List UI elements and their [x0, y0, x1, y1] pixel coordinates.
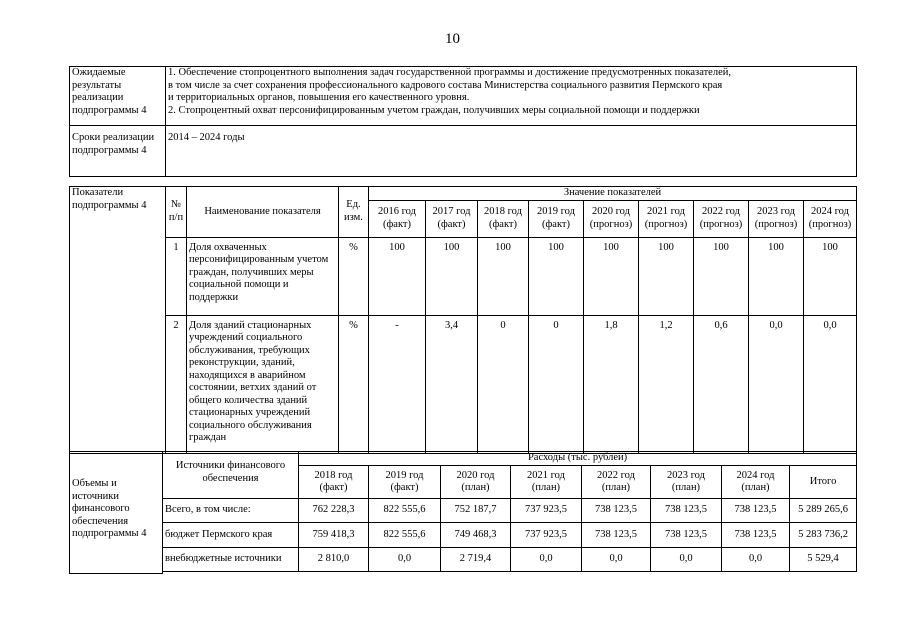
- expected-results-line: 2. Стопроцентный охват персонифицированным учетом граждан, получивших меры социальной помощи и поддержки: [168, 104, 700, 116]
- year-header: 2022 год (план): [582, 466, 651, 499]
- expenses-header: Расходы (тыс. рублей): [299, 452, 857, 466]
- row-value: 738 123,5: [651, 523, 722, 548]
- table-row: [70, 499, 857, 523]
- year-header: 2017 год (факт): [426, 200, 478, 237]
- row-value: 1,2: [639, 315, 694, 453]
- year-header: 2024 год (прогноз): [804, 200, 857, 237]
- row-num: 1: [166, 237, 187, 315]
- row-source: внебюджетные источники: [163, 548, 299, 572]
- row-value: 0,6: [694, 315, 749, 453]
- row-value: 3,4: [426, 315, 478, 453]
- values-header: Значение показателей: [369, 187, 857, 201]
- row-value: 100: [529, 237, 584, 315]
- table-row: [70, 315, 857, 453]
- year-header: 2018 год (факт): [478, 200, 529, 237]
- page-number: 10: [445, 31, 460, 47]
- finance-table: [69, 451, 857, 574]
- row-value: 738 123,5: [582, 499, 651, 523]
- year-header: 2024 год (план): [722, 466, 790, 499]
- row-value: 0: [529, 315, 584, 453]
- year-header: 2021 год (прогноз): [639, 200, 694, 237]
- row-unit: %: [339, 315, 369, 453]
- row-value: 737 923,5: [511, 523, 582, 548]
- row-value: 749 468,3: [441, 523, 511, 548]
- row-value: 738 123,5: [722, 523, 790, 548]
- year-header: 2016 год (факт): [369, 200, 426, 237]
- spacer: [163, 572, 857, 574]
- row-value: 0,0: [511, 548, 582, 572]
- row-value: 100: [478, 237, 529, 315]
- row-value: 100: [584, 237, 639, 315]
- row-name: Доля зданий стационарных учреждений социального обслуживания, требующих реконструкции, зданий, находящихся в аварийном состоянии, ветхих зданий от общего количества зданий стационарных учреждений социального обслуживания граждан: [187, 315, 339, 453]
- indicators-table: [69, 186, 857, 454]
- row-value: 752 187,7: [441, 499, 511, 523]
- table-row: [70, 548, 857, 572]
- row-value: 100: [639, 237, 694, 315]
- expected-results-line: и территориальных органов, повышения его качественного уровня.: [168, 92, 470, 103]
- row-value: -: [369, 315, 426, 453]
- expected-results-label: Ожидаемые результаты реализации подпрограммы 4: [70, 67, 166, 126]
- col-unit-header: Ед. изм.: [339, 187, 369, 238]
- row-value: 0,0: [804, 315, 857, 453]
- expected-results-text: [166, 67, 857, 126]
- row-value: 100: [369, 237, 426, 315]
- row-value: 0,0: [651, 548, 722, 572]
- row-value: 0: [478, 315, 529, 453]
- row-value: 2 719,4: [441, 548, 511, 572]
- row-value: 1,8: [584, 315, 639, 453]
- row-value: 762 228,3: [299, 499, 369, 523]
- terms-value: 2014 – 2024 годы: [166, 126, 857, 177]
- row-value: 5 289 265,6: [790, 499, 857, 523]
- table-row: [70, 523, 857, 548]
- year-header: 2020 год (план): [441, 466, 511, 499]
- row-value: 5 529,4: [790, 548, 857, 572]
- year-header: 2019 год (факт): [369, 466, 441, 499]
- year-header: 2023 год (план): [651, 466, 722, 499]
- col-name-header: Наименование показателя: [187, 187, 339, 238]
- indicators-label: Показатели подпрограммы 4: [70, 187, 166, 454]
- row-value: 759 418,3: [299, 523, 369, 548]
- year-header: 2018 год (факт): [299, 466, 369, 499]
- row-value: 2 810,0: [299, 548, 369, 572]
- row-value: 737 923,5: [511, 499, 582, 523]
- row-unit: %: [339, 237, 369, 315]
- row-value: 822 555,6: [369, 499, 441, 523]
- year-header: 2023 год (прогноз): [749, 200, 804, 237]
- row-value: 738 123,5: [722, 499, 790, 523]
- row-value: 0,0: [749, 315, 804, 453]
- results-terms-table: [69, 66, 857, 177]
- row-value: 100: [426, 237, 478, 315]
- terms-label: Сроки реализации подпрограммы 4: [70, 126, 166, 177]
- year-header: 2020 год (прогноз): [584, 200, 639, 237]
- row-value: 738 123,5: [582, 523, 651, 548]
- row-source: бюджет Пермского края: [163, 523, 299, 548]
- row-value: 100: [694, 237, 749, 315]
- col-source-header: Источники финансового обеспечения: [163, 452, 299, 499]
- expected-results-line: в том числе за счет сохранения профессионального кадрового состава Министерства социального развития Пермского края: [168, 79, 723, 91]
- year-header: 2021 год (план): [511, 466, 582, 499]
- row-value: 738 123,5: [651, 499, 722, 523]
- year-header: 2022 год (прогноз): [694, 200, 749, 237]
- row-name: Доля охваченных персонифицированным учетом граждан, получивших меры социальной помощи и поддержки: [187, 237, 339, 315]
- finance-label: Объемы и источники финансового обеспечения подпрограммы 4: [70, 452, 163, 574]
- row-value: 0,0: [722, 548, 790, 572]
- row-source: Всего, в том числе:: [163, 499, 299, 523]
- year-header: 2019 год (факт): [529, 200, 584, 237]
- row-value: 822 555,6: [369, 523, 441, 548]
- row-value: 100: [749, 237, 804, 315]
- expected-results-line: 1. Обеспечение стопроцентного выполнения задач государственной программы и достижение предусмотренных показателей,: [168, 67, 731, 78]
- year-header: Итого: [790, 466, 857, 499]
- col-num-header: № п/п: [166, 187, 187, 238]
- row-value: 0,0: [582, 548, 651, 572]
- row-value: 5 283 736,2: [790, 523, 857, 548]
- row-num: 2: [166, 315, 187, 453]
- row-value: 100: [804, 237, 857, 315]
- row-value: 0,0: [369, 548, 441, 572]
- table-row: [70, 237, 857, 315]
